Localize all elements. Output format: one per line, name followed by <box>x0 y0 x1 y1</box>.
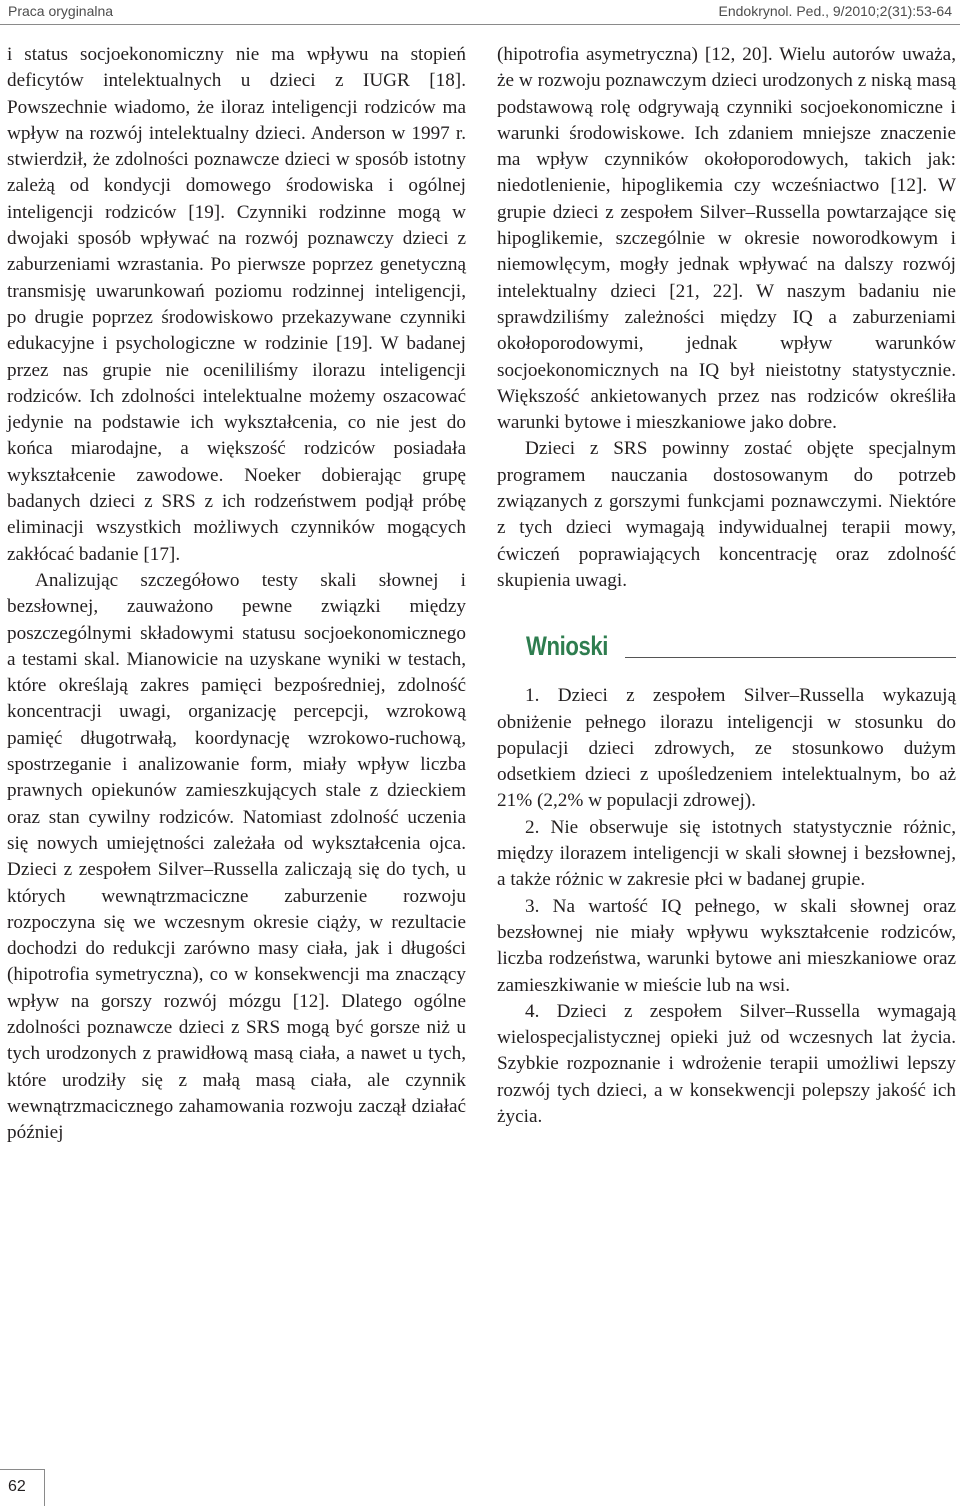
article-type-label: Praca oryginalna <box>8 3 114 19</box>
body-paragraph: Analizując szczegółowo testy skali słownej i bezsłownej, zauważono pewne związki między poszczególnymi składowymi statusu socjoekonomicznego a testami skal. Mianowicie na uzyskane wyniki w testach, które określają zakres pamięci bezpośredniej, zdolność koncentracji uwagi, organizację percepcji, wzrokową pamięć długotrwałą, koordynację wzrokowo-ruchową, spostrzeganie i analizowanie form, miały wpływ liczba prawnych opiekunów zamieszkujących stale z dzieckiem oraz stan cywilny rodziców. Natomiast zdolność uczenia się nowych umiejętności zależała od wykształcenia ojca. Dzieci z zespołem Silver–Russella zaliczają się do tych, u których wewnątrzmaciczne zaburzenie rozwoju rozpoczyna się we wczesnym okresie ciąży, w rezultacie dochodzi do redukcji zarówno masy ciała, jak i długości (hipotrofia symetryczna), co w konsekwencji ma znaczący wpływ na gorszy rozwój mózgu [12]. Dlatego ogólne zdolności poznawcze dzieci z SRS mogą być gorsze niż u tych urodzonych z prawidłową masą ciała, a nawet u tych, które urodziły się z małą masą ciała, ale czynnik wewnątrzmacicznego zahamowania rozwoju zaczął działać później <box>7 569 466 1144</box>
body-paragraph: i status socjoekonomiczny nie ma wpływu na stopień deficytów intelektualnych u dzieci z IUGR [18]. Powszechnie wiadomo, że iloraz inteligencji rodziców ma wpływ na rozwój intelektualny dzieci. Anderson w 1997 r. stwierdził, że zdolności poznawcze dzieci w sposób istotny zależą od kondycji domowego środowiska i ogólnej inteligencji rodziców [19]. Czynniki rodzinne mogą w dwojaki sposób wpływać na rozwój poznawczy dzieci z zaburzeniami wzrastania. Po pierwsze poprzez genetyczną transmisję uwarunkowań poziomu rodzinnej inteligencji, po drugie poprzez środowiskowo przekazywane czynniki edukacyjne i psychologiczne w rodzinie [19]. W badanej przez nas grupie nie ocenililiśmy ilorazu inteligencji rodziców. Ich zdolności intelektualne możemy oszacować jedynie na podstawie ich wykształcenia, co nie jest do końca miarodajne, a większość rodziców posiadała wykształcenie zawodowe. Noeker dobierając grupę badanych dzieci z SRS z ich rodzeństwem podjął próbę eliminacji wszystkich możliwych czynników mogących zakłócać badanie [17]. <box>7 44 466 565</box>
conclusion-item: 2. Nie obserwuje się istotnych statystycznie różnic, między ilorazem inteligencji w skali słownej i bezsłownej, a także różnic w zakresie płci w badanej grupie. <box>497 816 956 891</box>
conclusion-item: 4. Dzieci z zespołem Silver–Russella wymagają wielospecjalistycznej opieki już od wczesnych lat życia. Szybkie rozpoznanie i wdrożenie terapii umożliwi lepszy rozwój tych dzieci, a w konsekwencji polepszy jakość ich życia. <box>497 1000 956 1127</box>
section-heading-conclusions <box>497 631 956 661</box>
running-header <box>0 0 960 25</box>
conclusion-item: 1. Dzieci z zespołem Silver–Russella wykazują obniżenie pełnego ilorazu inteligencji w stosunku do populacji dzieci zdrowych, ze stosunkowo dużym odsetkiem dzieci z upośledzeniem intelektualnym, bo aż 21% (2,2% w populacji zdrowej). <box>497 685 956 812</box>
left-column <box>7 42 466 1146</box>
body-paragraph: (hipotrofia asymetryczna) [12, 20]. Wielu autorów uważa, że w rozwoju poznawczym dzieci urodzonych z niską masą podstawową rolę odgrywają czynniki socjoekonomiczne i warunki środowiskowe. Ich zdaniem mniejsze znaczenie ma wpływ czynników okołoporodowych, takich jak: niedotlenienie, hipoglikemia czy wcześniactwo [12]. W grupie dzieci z zespołem Silver–Russella powtarzające się hipoglikemie, szczególnie w okresie noworodkowym i niemowlęcym, mogły jednak wpływać na dalszy rozwój intelektualny dzieci [21, 22]. W naszym badaniu nie sprawdziliśmy zależności między IQ a zaburzeniami okołoporodowymi, jednak wpływ warunków socjoekonomicznych na IQ był nieistotny statystycznie. Większość ankietowanych przez nas rodziców określiła warunki bytowe i mieszkaniowe jako dobre. <box>497 44 956 434</box>
section-heading-text: Wnioski <box>526 631 609 662</box>
page-footer <box>0 1469 45 1506</box>
conclusion-item: 3. Na wartość IQ pełnego, w skali słownej oraz bezsłownej nie miały wpływu wykształcenie rodziców, liczba rodzeństwa, warunki bytowe ani mieszkaniowe oraz zamieszkiwanie w mieście lub na wsi. <box>497 895 956 996</box>
right-column <box>497 42 956 1130</box>
body-paragraph: Dzieci z SRS powinny zostać objęte specjalnym programem nauczania dostosowanym do potrzeb związanych z gorszymi funkcjami poznawczymi. Niektóre z tych dzieci wymagają indywidualnej terapii mowy, ćwiczeń poprawiających koncentrację oraz zdolność skupienia uwagi. <box>497 438 956 591</box>
page-number: 62 <box>8 1478 26 1495</box>
heading-rule <box>625 657 956 658</box>
journal-citation: Endokrynol. Ped., 9/2010;2(31):53-64 <box>718 3 952 19</box>
